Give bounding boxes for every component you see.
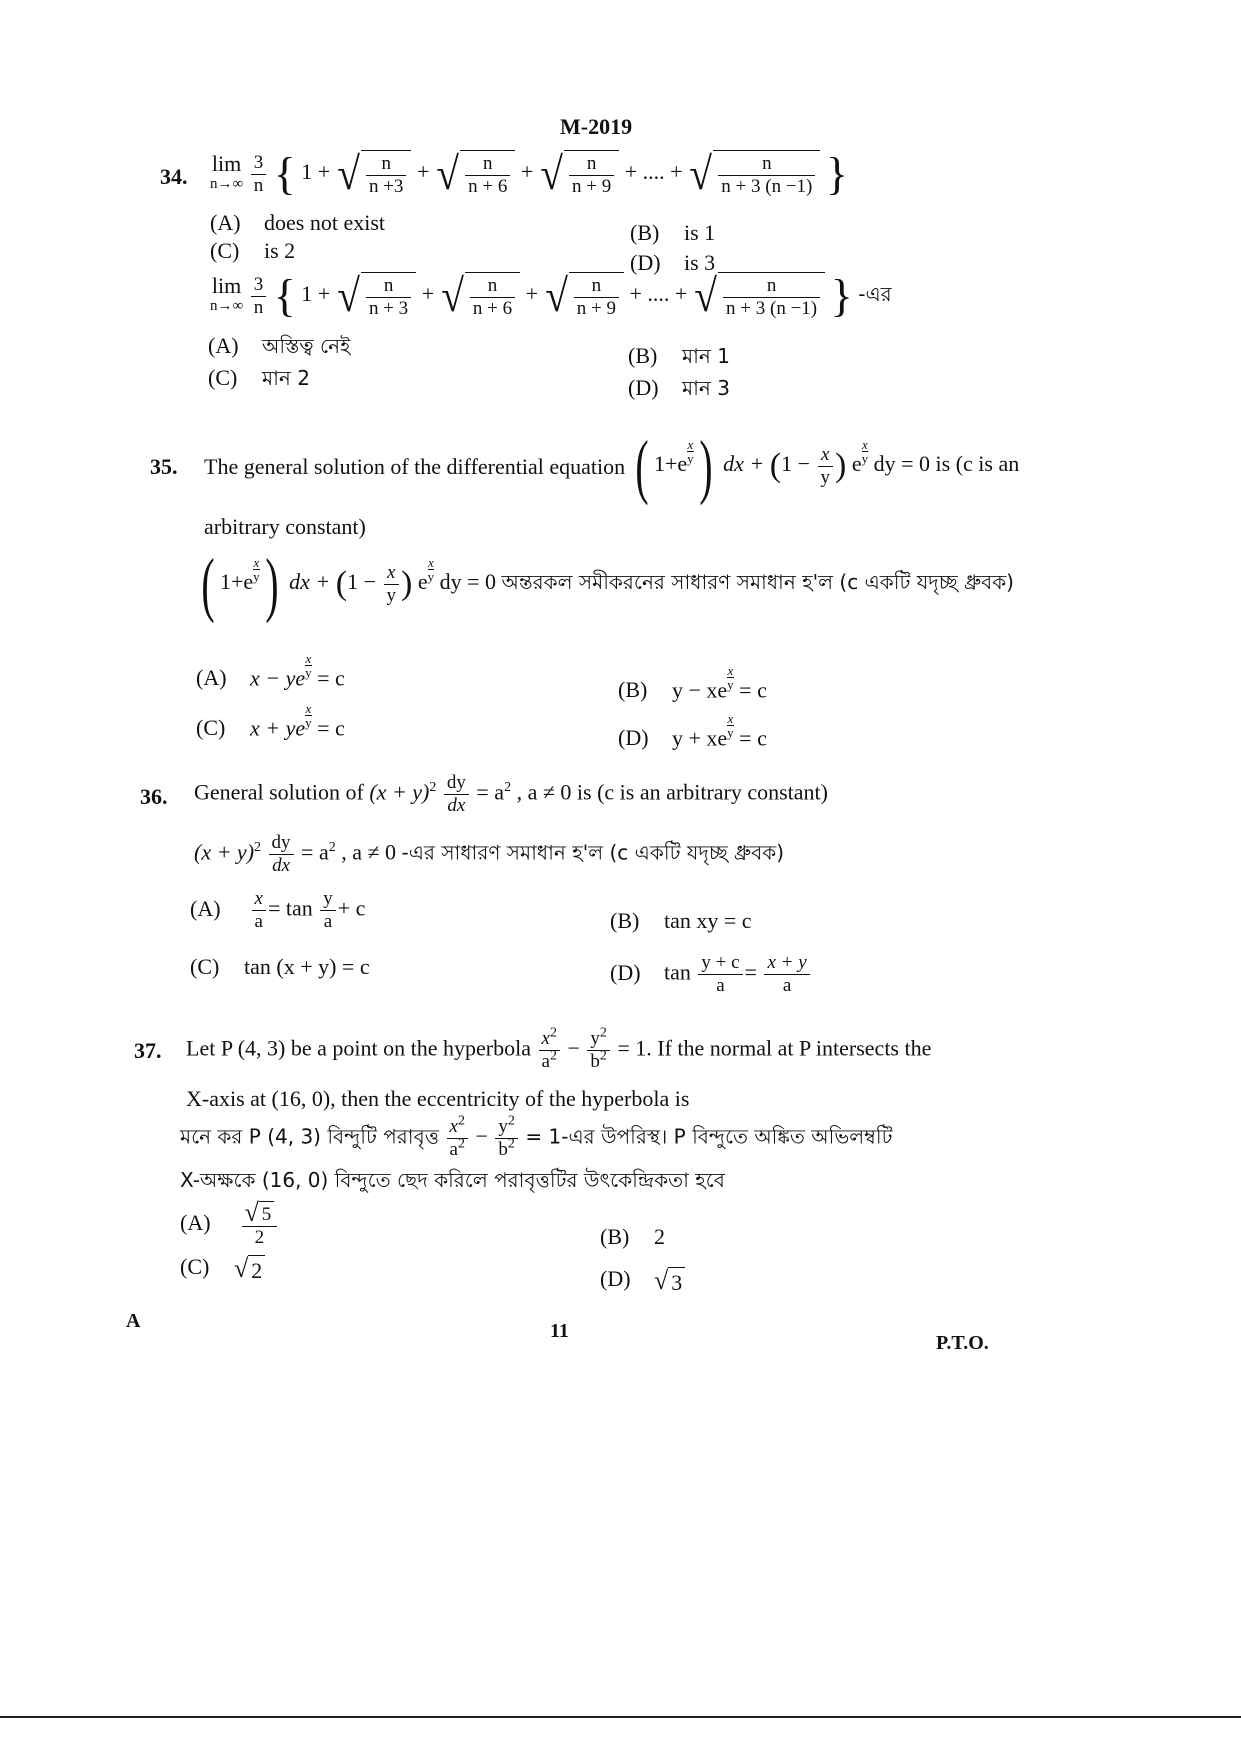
lim-text: lim	[211, 151, 242, 176]
q35-option-c: (C) x + ye $\frac{x}{y}$ = c	[196, 701, 345, 741]
sqrt-term-2: √ $\frac{n}{n + 6}$	[435, 150, 515, 198]
q37-text-1b: = 1. If the normal at P intersects the	[617, 1035, 932, 1061]
one-plus-e: 1+e	[653, 451, 688, 477]
sqrt-term-1: √ $\frac{n}{n +3}$	[336, 150, 412, 198]
eq-base: (x + y)	[369, 779, 430, 805]
q34-option-c-en: (C) is 2	[210, 238, 296, 263]
right-brace: }	[830, 270, 853, 321]
q34-option-b-en: (B) is 1	[630, 220, 716, 245]
lim-text: lim	[211, 273, 242, 298]
x-over-y: $\frac{x}{y}$	[818, 444, 834, 489]
q34-option-d-en: (D) is 3	[630, 250, 716, 275]
one-plus: 1 +	[301, 281, 331, 307]
q35-equation-en	[630, 426, 1020, 506]
sqrt-term-3: √ $\frac{n}{n + 9}$	[544, 272, 624, 320]
q37-option-d: (D) √ 3	[600, 1266, 685, 1296]
paren-open: (	[635, 426, 649, 506]
sqrt-term-1: √ $\frac{n}{n + 3}$	[336, 272, 416, 320]
q34-expression-en	[210, 150, 848, 198]
q34-coef: $\frac{3}{n}$	[251, 152, 267, 197]
x2-over-a2: $\frac{x^2}{a^2}$	[447, 1116, 468, 1161]
exp-x-over-y: $\frac{x}{y}$	[427, 554, 435, 584]
q36-option-d: (D) tan $\frac{y + c}{a}$ = $\frac{x + y}{a}$	[610, 952, 812, 997]
paren-close: )	[699, 426, 713, 506]
q36-option-c: (C) tan (x + y) = c	[190, 954, 370, 979]
question-number-36: 36.	[140, 784, 168, 809]
paren-close: )	[265, 544, 279, 624]
q35-text-en-line2: arbitrary constant)	[204, 514, 366, 539]
q34-expression-bn	[210, 272, 892, 320]
q36-option-b: (B) tan xy = c	[610, 908, 752, 933]
q37-option-b: (B) 2	[600, 1224, 665, 1249]
one-plus: 1 +	[301, 159, 331, 185]
pto-label: P.T.O.	[936, 1332, 989, 1354]
exp-x-over-y: $\frac{x}{y}$	[861, 436, 869, 466]
y2-over-b2: $\frac{y^2}{b^2}$	[495, 1116, 518, 1161]
q35-option-d: (D) y + xe $\frac{x}{y}$ = c	[618, 711, 767, 751]
y2-over-b2: $\frac{y^2}{b^2}$	[587, 1028, 610, 1073]
lim-sub: n→∞	[210, 176, 244, 192]
e: e	[851, 451, 862, 477]
paren-open: (	[201, 544, 215, 624]
dx-plus: dx +	[289, 569, 331, 595]
q36-option-a: (A) $\frac{x}{a}$ = tan $\frac{y}{a}$ + c	[190, 888, 366, 932]
q37-option-c: (C) √ 2	[180, 1254, 265, 1284]
eq-cond: , a ≠ 0	[516, 779, 572, 805]
dy-eq-zero: dy = 0	[873, 451, 931, 477]
minus: −	[567, 1035, 580, 1061]
left-brace: {	[273, 148, 296, 199]
q34-coef-bn: $\frac{3}{n}$	[251, 274, 267, 319]
question-number-34: 34.	[160, 164, 188, 189]
q35-text-en: The general solution of the differential equation	[204, 454, 626, 479]
q37-text-bn-line1	[180, 1113, 893, 1161]
sqrt-term-last: √ $\frac{n}{n + 3 (n -1)}$	[688, 150, 820, 198]
x2-over-a2: $\frac{x^2}{a^2}$	[539, 1028, 560, 1073]
q36-text-post: is (c is an arbitrary constant)	[576, 779, 828, 805]
right-brace: }	[825, 148, 848, 199]
eq-rhs: = a	[476, 779, 505, 805]
q37-text-bn-line2: X-অক্ষকে (16, 0) বিন্দুতে ছেদ করিলে পরাবৃত্তটির উৎকেন্দ্রিকতা হবে	[180, 1168, 725, 1192]
q34-option-d-bn: (D) মান 3	[628, 375, 730, 400]
paren-close-2: )	[401, 565, 413, 602]
q35-text-bn: অন্তরকল সমীকরনের সাধারণ সমাধান হ'ল (c একটি যদৃচ্ছ ধ্রুবক)	[501, 570, 1014, 595]
exp-x-over-y: $\frac{x}{y}$	[687, 436, 694, 466]
dy-dx: $\frac{dy}{dx}$	[269, 832, 294, 877]
eq-exp: 2	[328, 840, 336, 856]
plus: +	[525, 281, 538, 307]
minus: −	[475, 1123, 488, 1149]
one-minus: 1 −	[781, 451, 811, 477]
q37-text-en-line1	[186, 1025, 932, 1073]
plus: +	[520, 159, 534, 185]
sqrt-term-3: √ $\frac{n}{n + 9}$	[539, 150, 619, 198]
paren-open-2: (	[335, 565, 348, 602]
q37-text-bn-1b: = 1-এর উপরিস্থ। P বিন্দুতে অঙ্কিত অভিলম্বটি	[525, 1124, 893, 1149]
paren-close-2: )	[835, 447, 847, 484]
lim-sub: n→∞	[210, 298, 244, 314]
x-over-y: $\frac{x}{y}$	[384, 562, 400, 607]
q34-option-a-en: (A) does not exist	[210, 210, 385, 235]
q34-option-b-bn: (B) মান 1	[628, 343, 730, 368]
q34-option-a-bn: (A) অস্তিত্ব নেই	[208, 333, 351, 358]
q36-text-pre: General solution of	[194, 779, 364, 805]
q37-text-en-line2: X-axis at (16, 0), then the eccentricity of the hyperbola is	[186, 1086, 690, 1111]
one-minus: 1 −	[347, 569, 377, 595]
plus: +	[421, 281, 435, 307]
q36-text-en	[194, 772, 828, 817]
exam-code: M-2019	[560, 114, 633, 139]
ellipsis: + .... +	[629, 281, 688, 307]
bn-suffix: -এর	[858, 282, 892, 307]
dy-eq-zero: dy = 0	[439, 569, 497, 595]
q37-text-bn-1a: মনে কর P (4, 3) বিন্দুটি পরাবৃত্ত	[180, 1124, 440, 1149]
dy-dx: $\frac{dy}{dx}$	[444, 772, 469, 817]
set-label: A	[126, 1310, 141, 1332]
eq-rhs: = a	[301, 839, 329, 865]
exp-x-over-y: $\frac{x}{y}$	[253, 554, 260, 584]
page-number: 11	[550, 1320, 569, 1342]
eq-exp: 2	[504, 780, 512, 796]
question-number-35: 35.	[150, 454, 178, 479]
q37-text-1a: Let P (4, 3) be a point on the hyperbola	[186, 1035, 531, 1061]
dx-plus: dx +	[723, 451, 765, 477]
q34-limit-bn	[210, 273, 244, 316]
eq-exp: 2	[254, 840, 262, 856]
sqrt-term-last: √ $\frac{n}{n + 3 (n -1)}$	[693, 272, 825, 320]
eq-cond: , a ≠ 0	[341, 839, 397, 865]
ellipsis: + .... +	[624, 159, 683, 185]
eq-exp: 2	[429, 780, 437, 796]
e: e	[417, 569, 428, 595]
plus: +	[416, 159, 430, 185]
eq-base: (x + y)	[194, 839, 255, 865]
q37-option-a: (A) $\frac{√ 5}{2}$	[180, 1200, 279, 1249]
q34-limit	[210, 151, 244, 194]
left-brace: {	[273, 270, 296, 321]
bottom-rule	[0, 1716, 1241, 1718]
one-plus-e: 1+e	[219, 569, 254, 595]
q36-text-bn-tail: -এর সাধারণ সমাধান হ'ল (c একটি যদৃচ্ছ ধ্রুবক)	[401, 840, 785, 865]
q35-text-tail: is (c is an	[935, 451, 1020, 477]
sqrt-term-2: √ $\frac{n}{n + 6}$	[440, 272, 520, 320]
q34-option-c-bn: (C) মান 2	[208, 365, 310, 390]
q36-text-bn	[194, 832, 784, 877]
question-number-37: 37.	[134, 1038, 162, 1063]
paren-open-2: (	[769, 447, 782, 484]
q35-equation-bn	[196, 544, 1014, 624]
q35-option-b: (B) y − xe $\frac{x}{y}$ = c	[618, 663, 767, 703]
q35-option-a: (A) x − ye $\frac{x}{y}$ = c	[196, 651, 345, 691]
